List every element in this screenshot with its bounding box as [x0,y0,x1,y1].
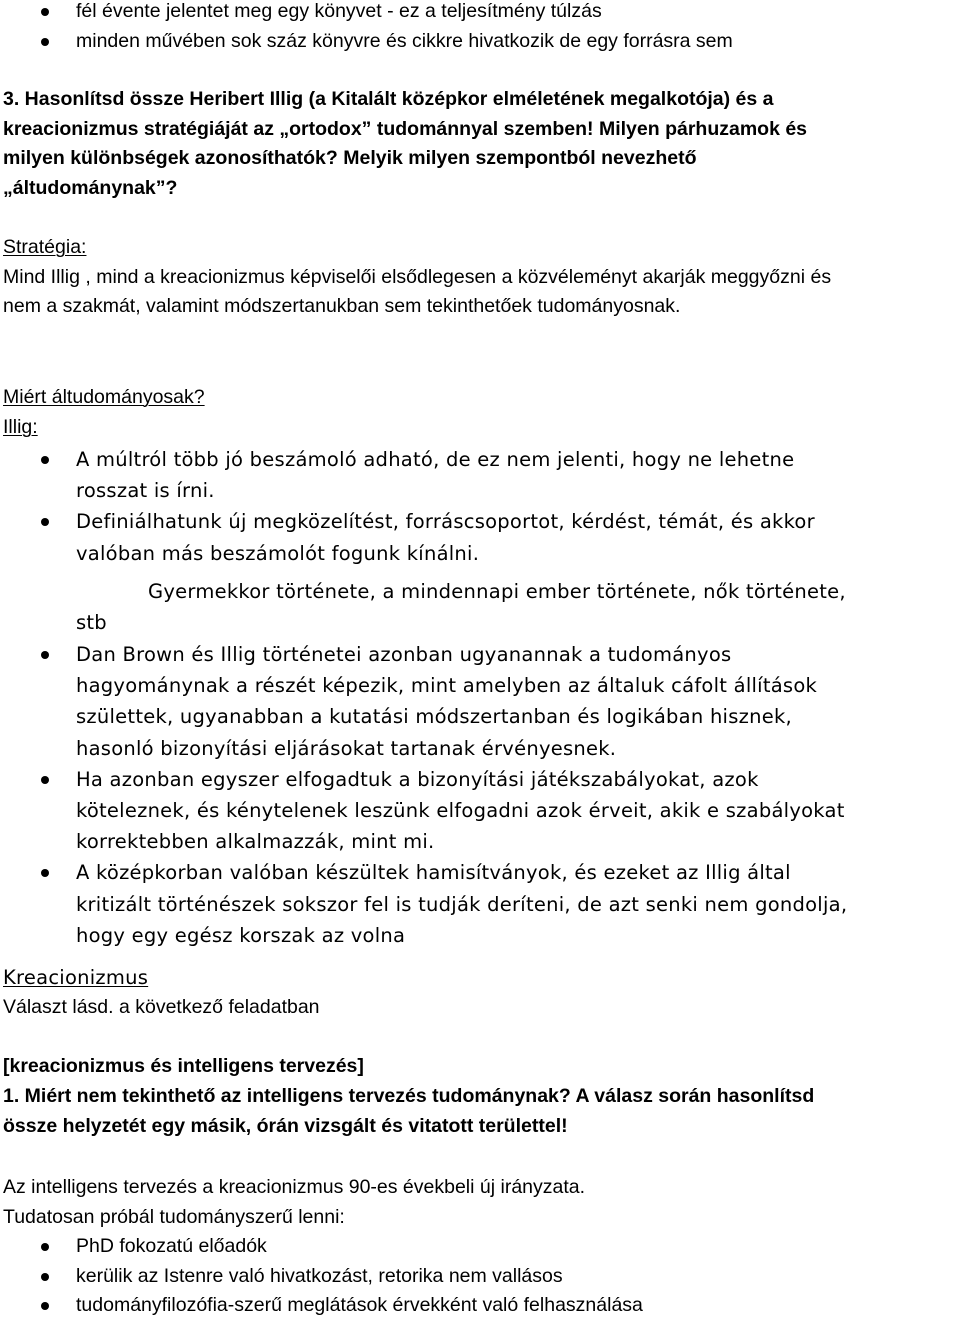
illig-list-1 [0,444,815,569]
list-item: tudományfilozófia-szerű meglátások érvekként való felhasználása [0,1291,643,1321]
list-item: minden művében sok száz könyvre és cikkre hivatkozik de egy forrásra sem [0,27,733,57]
list-item: Ha azonban egyszer elfogadtuk a bizonyítási játékszabályokat, azok köteleznek, és kénytelenek leszünk elfogadni azok érveit, akik e szabályokat korrektebben alkalmazzák, mint mi. [0,764,847,858]
list-item: A múltról több jó beszámoló adható, de ez nem jelenti, hogy ne lehetne rosszat is írni. [0,444,815,506]
illig-label: Illig: [3,415,38,438]
question-3-line: „áltudománynak”? [3,176,178,199]
question-1-line: 1. Miért nem tekinthető az intelligens tervezés tudománynak? A válasz során hasonlítsd [3,1085,815,1107]
strategy-line: nem a szakmát, valamint módszertanukban sem tekinthetőek tudományosnak. [3,295,681,317]
strategy-section [3,233,831,322]
top-bullet-list [0,0,733,56]
question-3-line: milyen különbségek azonosíthatók? Melyik milyen szempontból nevezhető [3,147,697,169]
question-1-line: össze helyzetét egy másik, órán vizsgált és vitatott területtel! [3,1114,568,1137]
illig-extra: Gyermekkor története, a mindennapi ember története, nők története, stb [76,580,846,635]
illig-list-2 [0,639,847,951]
list-item: PhD fokozatú előadók [0,1232,643,1262]
question-3-line: 3. Hasonlítsd össze Heribert Illig (a Kitalált középkor elméletének megalkotója) és a [3,88,774,110]
question-3-line: kreacionizmus stratégiáját az „ortodox” tudománnyal szemben! Milyen párhuzamok és [3,117,808,140]
strategy-line: Mind Illig , mind a kreacionizmus képviselői elsődlegesen a közvéleményt akarják meggyőzni és [3,265,832,288]
strategy-heading: Stratégia: [3,236,87,258]
why-heading: Miért áltudományosak? [3,386,205,408]
bottom-bullet-list [0,1232,643,1321]
answer-paragraph: Az intelligens tervezés a kreacionizmus 90-es évekbeli új irányzata. Tudatosan próbál tudományszerű lenni: [3,1176,586,1228]
list-item: fél évente jelentet meg egy könyvet - ez a teljesítmény túlzás [0,0,733,27]
why-section [3,383,205,442]
question-3 [3,85,807,203]
question-1 [3,1082,814,1141]
list-item: kerülik az Istenre való hivatkozást, retorika nem vallásos [0,1262,643,1292]
list-item: A középkorban valóban készültek hamisítványok, és ezeket az Illig által kritizált történészek sokszor fel is tudják deríteni, de azt senki nem gondolja, hogy egy egész korszak az volna [0,857,847,951]
list-item: Definiálhatunk új megközelítést, forráscsoportot, kérdést, témát, és akkor valóban más beszámolót fogunk kínálni. [0,506,815,568]
kreacionizmus-answer: Választ lásd. a következő feladatban [3,996,320,1018]
kreacionizmus-heading: Kreacionizmus [3,966,149,989]
list-item: Dan Brown és Illig történetei azonban ugyanannak a tudományos hagyománynak a részét képezik, mint amelyben az általuk cáfolt állítások születtek, ugyanabban a kutatási módszertanban és logikában hisznek, hasonló bizonyítási eljárásokat tartanak érvényesnek. [0,639,847,764]
section-heading: [kreacionizmus és intelligens tervezés] [3,1055,364,1077]
